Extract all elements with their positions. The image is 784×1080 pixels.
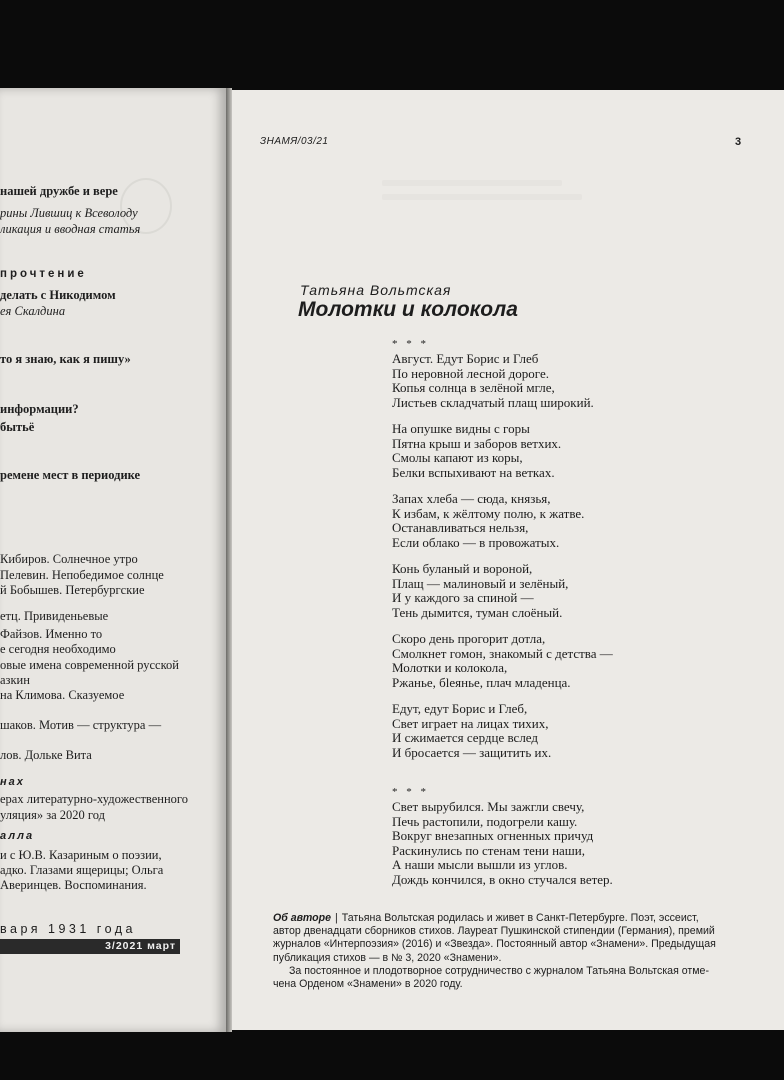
about-text: публикация стихов — в № 3, 2020 «Знамени». — [273, 951, 502, 964]
toc-line: ея Скалдина — [0, 304, 66, 318]
stanza — [392, 702, 551, 760]
poem-line: Копья солнца в зелёной мгле, — [392, 380, 555, 396]
toc-line: адко. Глазами ящерицы; Ольга — [0, 863, 164, 877]
poem-line: Запах хлеба — сюда, князья, — [392, 491, 551, 506]
poem-line: И у каждого за спиной — — [392, 590, 534, 606]
stanza — [392, 632, 613, 690]
poem-title: Молотки и колокола — [298, 298, 518, 321]
poem-line: Август. Едут Борис и Глеб — [392, 351, 539, 366]
toc-line: информации? — [0, 402, 79, 416]
about-text: журналов «Интерпоэзия» (2016) и «Звезда». Постоянный автор «Знамени». Предыдущая — [273, 938, 716, 951]
toc-line: то я знаю, как я пишу» — [0, 352, 131, 366]
footer-date: варя 1931 года — [0, 922, 136, 936]
poem-line: А наши мысли вышли из углов. — [392, 857, 568, 873]
poem-line: К избам, к жёлтому полю, к жатве. — [392, 505, 585, 521]
poem-line: Раскинулись по стенам тени наши, — [392, 842, 586, 858]
poem-line: Смолкнет гомон, знакомый с детства — — [392, 645, 613, 661]
poem-stars: * * * — [392, 338, 429, 350]
poem-line: И бросается — защитить их. — [392, 744, 552, 760]
poem-line: Дождь кончился, в окно стучался ветер. — [392, 871, 613, 887]
footer-issue-bar — [0, 939, 180, 954]
about-label: Об авторе — [273, 912, 332, 924]
toc-line: ликация и вводная статья — [0, 222, 141, 236]
toc-line: и с Ю.В. Казариным о поэзии, — [0, 848, 162, 862]
stanza — [392, 492, 584, 550]
page-number: 3 — [735, 136, 742, 148]
poem-line: Ржанье, бleянье, плач младенца. — [392, 674, 571, 690]
poem-line: Листьев складчатый плащ широкий. — [392, 394, 594, 410]
poem-line: Белки вспыхивают на ветках. — [392, 464, 555, 480]
toc-line: рины Лившиц к Всеволоду — [0, 206, 138, 220]
poem-stars: * * * — [392, 786, 429, 798]
poem-line: Останавливаться нельзя, — [392, 520, 529, 536]
toc-line: Кибиров. Солнечное утро — [0, 552, 138, 566]
stanza — [392, 562, 568, 620]
toc-line: ерах литературно-художественного — [0, 792, 188, 806]
stanza — [392, 352, 594, 410]
poem-line: По неровной лесной дороге. — [392, 365, 549, 381]
poem-line: Едут, едут Борис и Глеб, — [392, 701, 528, 716]
bleed-through — [382, 180, 562, 186]
toc-line: нашей дружбе и вере — [0, 184, 118, 198]
toc-line: Аверинцев. Воспоминания. — [0, 878, 147, 892]
toc-line: азкин — [0, 673, 30, 687]
poem-line: Смолы капают из коры, — [392, 450, 523, 466]
left-page — [0, 88, 226, 1032]
right-page — [232, 90, 784, 1030]
toc-line: овые имена современной русской — [0, 658, 179, 672]
toc-line: лов. Дольке Вита — [0, 748, 92, 762]
about-text: За постоянное и плодотворное сотрудничество с журналом Татьяна Вольтская отме- — [289, 964, 709, 977]
bleed-through — [382, 194, 582, 200]
toc-section: прочтение — [0, 268, 87, 280]
toc-section: алла — [0, 830, 35, 842]
stanza — [392, 800, 613, 888]
poem-line: На опушке видны с горы — [392, 421, 530, 436]
toc-line: уляция» за 2020 год — [0, 808, 105, 822]
poem-line: Вокруг внезапных огненных причуд — [392, 828, 594, 844]
poem-line: Скоро день прогорит дотла, — [392, 631, 546, 646]
poem-line: Молотки и колокола, — [392, 660, 508, 676]
about-separator: | — [335, 912, 338, 924]
journal-header: ЗНАМЯ/03/21 — [260, 136, 329, 147]
toc-line: делать с Никодимом — [0, 288, 116, 302]
footer-issue: 3/2021 март — [105, 940, 176, 952]
toc-section: нах — [0, 776, 25, 788]
about-row — [273, 912, 743, 925]
about-text: чена Орденом «Знамени» в 2020 году. — [273, 977, 463, 990]
about-text: Татьяна Вольтская родилась и живет в Санкт-Петербурге. Поэт, эссеист, — [341, 912, 699, 924]
poem-line: Тень дымится, туман слоёный. — [392, 604, 563, 620]
about-author — [273, 912, 743, 991]
toc-line: ремене мест в периодике — [0, 468, 141, 482]
about-text: автор двенадцати сборников стихов. Лауреат Пушкинской стипендии (Германия), премий — [273, 925, 715, 938]
toc-line: шаков. Мотив — структура — — [0, 718, 162, 732]
stanza — [392, 422, 561, 480]
toc-line: бытьё — [0, 420, 35, 434]
poem-line: Плащ — малиновый и зелёный, — [392, 575, 569, 591]
poem-line: Если облако — в провожатых. — [392, 534, 560, 550]
poem-line: Печь растопили, подогрели кашу. — [392, 813, 578, 829]
author-name: Татьяна Вольтская — [300, 282, 452, 298]
toc-line: етц. Привиденьевые — [0, 609, 109, 623]
poem-line: И сжимается сердце вслед — [392, 730, 539, 746]
toc-line: е сегодня необходимо — [0, 642, 116, 656]
toc-line: й Бобышев. Петербургские — [0, 583, 145, 597]
toc-line: Файзов. Именно то — [0, 627, 103, 641]
poem-line: Свет вырубился. Мы зажгли свечу, — [392, 799, 585, 814]
toc-line: на Климова. Сказуемое — [0, 688, 125, 702]
poem-line: Конь буланый и вороной, — [392, 561, 533, 576]
poem-line: Свет играет на лицах тихих, — [392, 715, 549, 731]
poem-line: Пятна крыш и заборов ветхих. — [392, 435, 562, 451]
toc-line: Пелевин. Непобедимое солнце — [0, 568, 164, 582]
